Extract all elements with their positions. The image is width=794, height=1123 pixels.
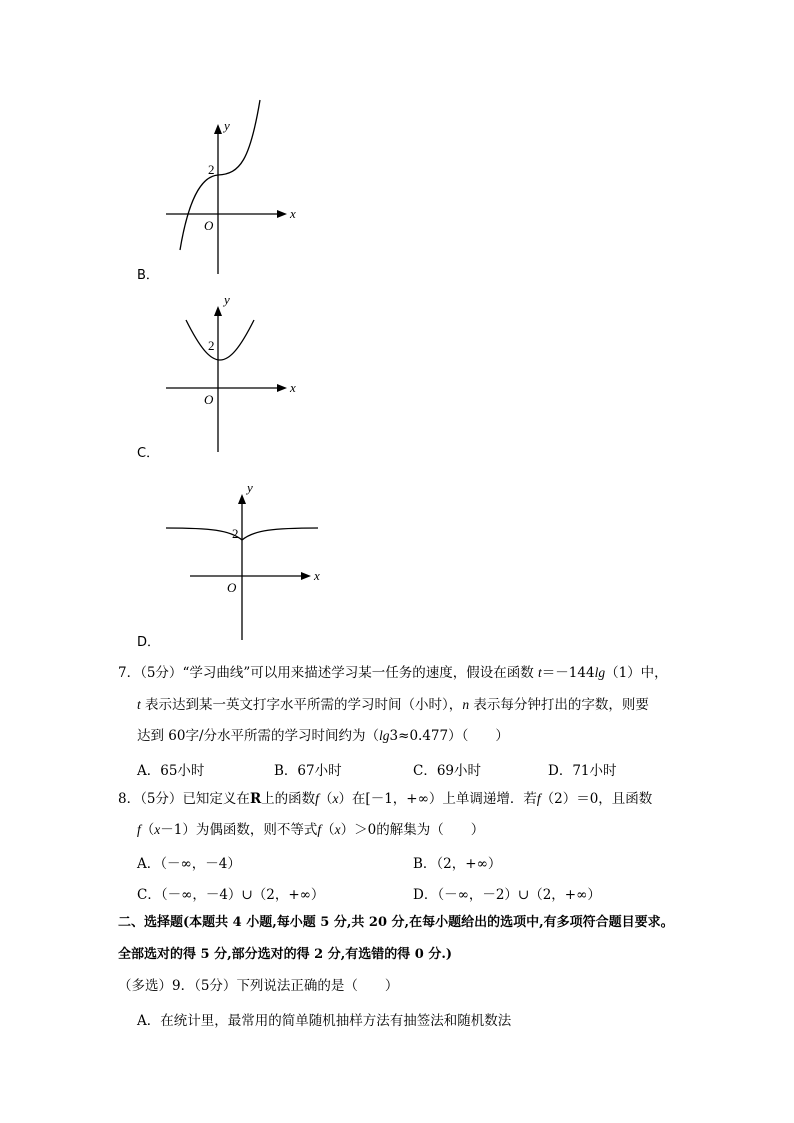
q7-option-b[interactable]: B．67小时 bbox=[274, 763, 342, 779]
q7-text: 表示达到某一英文打字水平所需的学习时间（小时）， bbox=[140, 697, 463, 713]
x-axis-arrow bbox=[277, 384, 287, 392]
graph-option-b bbox=[150, 100, 310, 280]
q7-option-d[interactable]: D．71小时 bbox=[548, 763, 617, 779]
q8-text: ）＞0的解集为（ ） bbox=[340, 822, 485, 838]
section-2-heading-line-1: 二、选择题(本题共 4 小题,每小题 5 分,共 20 分,在每小题给出的选项中,有多项符合题目要求。 bbox=[118, 915, 674, 930]
q8-f: f bbox=[536, 791, 541, 806]
q8-f: f bbox=[137, 822, 141, 837]
section-2-heading-line-2: 全部选对的得 5 分,部分选对的得 2 分,有选错的得 0 分.) bbox=[118, 947, 453, 962]
y-axis-arrow bbox=[238, 494, 246, 504]
q8-line-2 bbox=[137, 821, 484, 839]
q9-option-a[interactable]: A．在统计里，最常用的简单随机抽样方法有抽签法和随机数法 bbox=[137, 1013, 512, 1029]
q9-score: （5分） bbox=[194, 978, 237, 994]
q8-text: （ bbox=[318, 791, 333, 807]
x-axis-label: x bbox=[290, 380, 296, 395]
q9-line-1 bbox=[118, 977, 398, 995]
q7-text: 表示每分钟打出的字数，则要 bbox=[469, 697, 649, 713]
q7-text: “学习曲线”可以用来描述学习某一任务的速度，假设在函数 bbox=[182, 665, 539, 681]
x-axis-arrow bbox=[301, 572, 311, 580]
q8-x: x bbox=[154, 822, 161, 837]
graph-option-d bbox=[150, 478, 340, 648]
q7-score: （5分） bbox=[140, 665, 183, 681]
q7-lg: lg bbox=[594, 665, 606, 680]
q7-lg: lg bbox=[379, 728, 390, 743]
y-intercept-label: 2 bbox=[208, 338, 215, 353]
graph-d-letter: D． bbox=[137, 635, 161, 650]
q8-f: f bbox=[317, 822, 322, 837]
q8-x: x bbox=[334, 822, 341, 837]
q8-x: x bbox=[332, 791, 339, 806]
q7-text: 3≈0.477）（ ） bbox=[389, 728, 509, 744]
y-intercept-label: 2 bbox=[232, 526, 239, 541]
q8-f: f bbox=[315, 791, 319, 806]
x-axis-label: x bbox=[290, 206, 296, 221]
q8-text: ）在[－1，+∞）上单调递增．若 bbox=[338, 791, 537, 807]
q7-var-t: t bbox=[538, 665, 542, 680]
q8-text: 已知定义在 bbox=[182, 791, 250, 807]
q7-var-t: t bbox=[137, 697, 141, 712]
q7-line-1 bbox=[118, 664, 668, 682]
q8-option-a[interactable]: A．（－∞，－4） bbox=[137, 856, 241, 872]
curve-b bbox=[180, 100, 260, 250]
graph-b-svg bbox=[150, 100, 310, 280]
y-axis-arrow bbox=[214, 124, 222, 134]
y-axis-label: y bbox=[247, 480, 253, 495]
q7-var-n: n bbox=[462, 697, 470, 712]
origin-label: O bbox=[204, 392, 214, 407]
q8-score: （5分） bbox=[140, 791, 183, 807]
q8-text: （ bbox=[140, 822, 155, 838]
graph-c-svg bbox=[150, 290, 310, 460]
q8-option-d[interactable]: D．（－∞，－2）∪（2，+∞） bbox=[413, 887, 601, 903]
graph-c-letter: C． bbox=[137, 446, 160, 461]
q8-text: （2）＝0，且函数 bbox=[540, 791, 653, 807]
q7-text: （1）中， bbox=[605, 665, 668, 681]
q8-text: （ bbox=[321, 822, 335, 838]
graph-d-svg bbox=[150, 478, 340, 648]
q7-text: ＝－144 bbox=[541, 665, 595, 681]
curve-c bbox=[186, 320, 254, 360]
q8-set-r: R bbox=[249, 791, 262, 807]
graph-option-c bbox=[150, 290, 310, 460]
q7-option-c[interactable]: C．69小时 bbox=[413, 763, 482, 779]
q7-option-a[interactable]: A．65小时 bbox=[137, 763, 205, 779]
q7-line-3 bbox=[137, 727, 509, 745]
q7-number: 7． bbox=[118, 665, 141, 681]
graph-b-letter: B． bbox=[137, 268, 159, 283]
q8-text: －1）为偶函数，则不等式 bbox=[160, 822, 318, 838]
y-intercept-label: 2 bbox=[208, 162, 215, 177]
q7-line-2 bbox=[137, 696, 649, 714]
q8-number: 8． bbox=[118, 791, 141, 807]
y-axis-label: y bbox=[224, 118, 230, 133]
x-axis-label: x bbox=[314, 568, 320, 583]
q9-prefix: （多选）9． bbox=[118, 978, 195, 994]
q8-option-c[interactable]: C．（－∞，－4）∪（2，+∞） bbox=[137, 887, 325, 903]
q8-text: 上的函数 bbox=[261, 791, 316, 807]
origin-label: O bbox=[227, 580, 237, 595]
y-axis-label: y bbox=[224, 292, 230, 307]
q8-line-1 bbox=[118, 790, 652, 808]
x-axis-arrow bbox=[277, 210, 287, 218]
q9-stem: 下列说法正确的是（ ） bbox=[236, 978, 399, 994]
origin-label: O bbox=[204, 218, 214, 233]
q8-option-b[interactable]: B．（2，+∞） bbox=[413, 856, 502, 872]
y-axis-arrow bbox=[214, 306, 222, 316]
q7-text: 达到 60字/分水平所需的学习时间约为（ bbox=[137, 728, 380, 744]
